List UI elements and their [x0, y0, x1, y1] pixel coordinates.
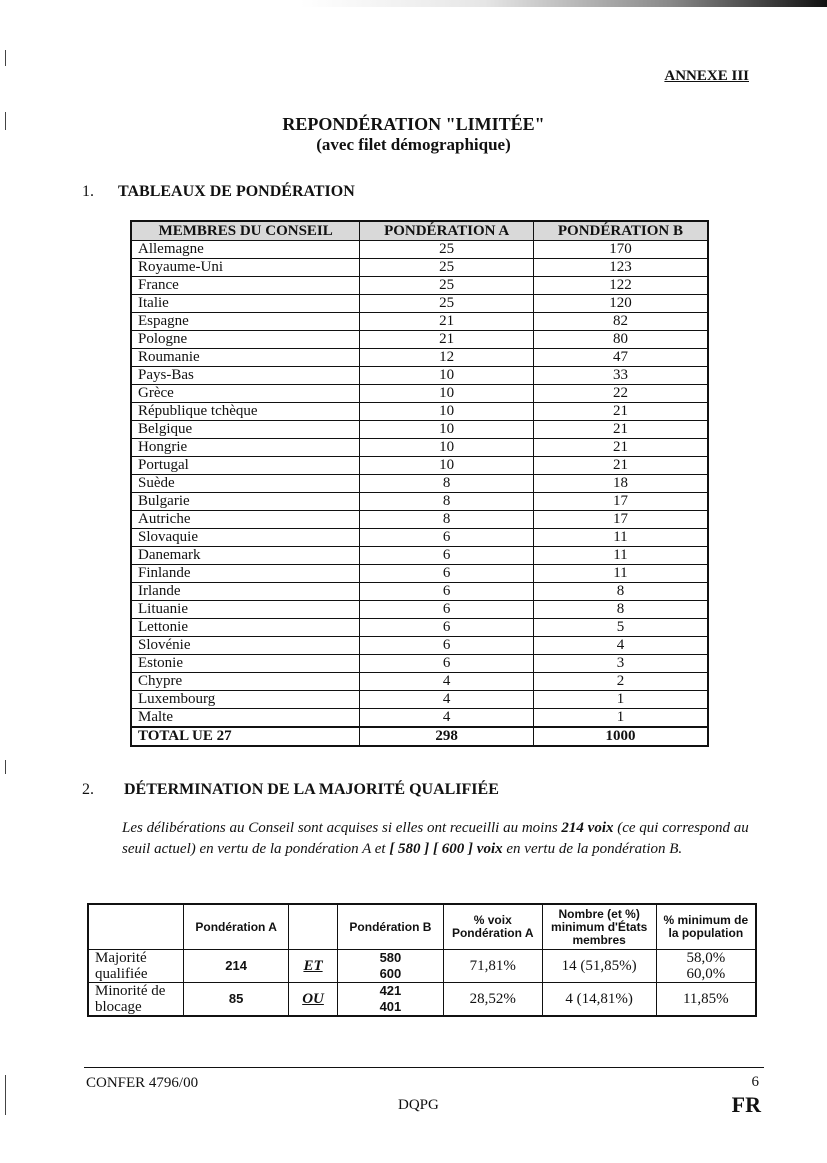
- cell-weighting-b: 11: [533, 547, 708, 565]
- cell-weighting-b: 170: [533, 241, 708, 259]
- table-row: [131, 349, 708, 367]
- cell-percent-votes-a: 28,52%: [443, 983, 542, 1017]
- cell-member: Slovénie: [131, 637, 360, 655]
- cell-member: France: [131, 277, 360, 295]
- cell-weighting-b: 4: [533, 637, 708, 655]
- cell-weighting-b: 11: [533, 565, 708, 583]
- table-row: [131, 565, 708, 583]
- cell-member: Roumanie: [131, 349, 360, 367]
- cell-member: Espagne: [131, 313, 360, 331]
- value-line: 580: [379, 950, 402, 965]
- table-row: [131, 421, 708, 439]
- cell-weighting-b: 8: [533, 583, 708, 601]
- language-code: FR: [731, 1092, 761, 1117]
- paragraph-text: (ce qui correspond au seuil actuel) en vertu de la pondération A et: [122, 820, 749, 857]
- paragraph-emphasis: [ 580 ] [ 600 ] voix: [389, 841, 503, 857]
- cell-member: Grèce: [131, 385, 360, 403]
- cell-weighting-a: 10: [360, 403, 534, 421]
- page-number: 6: [751, 1074, 759, 1090]
- weighting-table-body: [131, 241, 708, 747]
- cell-percent-votes-a: 71,81%: [443, 950, 542, 983]
- column-header-members: MEMBRES DU CONSEIL: [131, 221, 360, 241]
- cell-member: Malte: [131, 709, 360, 728]
- cell-member: Bulgarie: [131, 493, 360, 511]
- table-row: [131, 313, 708, 331]
- annex-label: ANNEXE III: [664, 68, 749, 84]
- cell-weighting-b: 1: [533, 691, 708, 709]
- document-title: REPONDÉRATION "LIMITÉE": [282, 114, 545, 134]
- total-cell-weighting-b: 1000: [533, 727, 708, 746]
- cell-weighting-a: 214: [184, 950, 289, 983]
- table-header-row: [88, 904, 756, 950]
- cell-weighting-a: 4: [360, 709, 534, 728]
- cell-weighting-b: 21: [533, 403, 708, 421]
- cell-min-population: [656, 950, 756, 983]
- row-label: Majorité qualifiée: [88, 950, 184, 983]
- table-header-row: [131, 221, 708, 241]
- cell-weighting-b: 22: [533, 385, 708, 403]
- cell-weighting-b: 120: [533, 295, 708, 313]
- header-min-population: % minimum de la population: [656, 904, 756, 950]
- cell-weighting-a: 25: [360, 241, 534, 259]
- cell-conjunction: ET: [289, 950, 338, 983]
- cell-weighting-a: 10: [360, 367, 534, 385]
- cell-min-population: 11,85%: [656, 983, 756, 1017]
- cell-weighting-b: 8: [533, 601, 708, 619]
- document-subtitle: (avec filet démographique): [316, 135, 511, 154]
- value-line: 58,0%: [686, 950, 726, 966]
- table-row: [131, 529, 708, 547]
- table-row: [131, 277, 708, 295]
- cell-weighting-a: 25: [360, 277, 534, 295]
- value-line: 421: [379, 983, 402, 998]
- table-row: [131, 457, 708, 475]
- table-row: [131, 691, 708, 709]
- cell-weighting-a: 6: [360, 655, 534, 673]
- row-label: Minorité de blocage: [88, 983, 184, 1017]
- column-header-weighting-a: PONDÉRATION A: [360, 221, 534, 241]
- cell-weighting-a: 6: [360, 529, 534, 547]
- value-line: 600: [379, 966, 402, 981]
- table-row: [131, 709, 708, 728]
- cell-weighting-a: 21: [360, 331, 534, 349]
- cell-weighting-a: 4: [360, 673, 534, 691]
- table-row: [131, 385, 708, 403]
- cell-weighting-b: 123: [533, 259, 708, 277]
- section-number: 2.: [82, 781, 94, 798]
- cell-weighting-b: 47: [533, 349, 708, 367]
- paragraph-emphasis: 214 voix: [561, 820, 614, 836]
- value-line: 401: [379, 999, 402, 1014]
- cell-weighting-b: 21: [533, 439, 708, 457]
- cell-weighting-a: 10: [360, 457, 534, 475]
- cell-weighting-b: 17: [533, 493, 708, 511]
- cell-weighting-a: 25: [360, 295, 534, 313]
- table-row: [131, 619, 708, 637]
- cell-member: Danemark: [131, 547, 360, 565]
- table-row: [131, 367, 708, 385]
- margin-mark: [5, 50, 6, 66]
- table-row: [131, 493, 708, 511]
- cell-member: Hongrie: [131, 439, 360, 457]
- cell-weighting-b: 17: [533, 511, 708, 529]
- table-row: [131, 403, 708, 421]
- paragraph-text: en vertu de la pondération B.: [502, 841, 683, 857]
- table-row-qualified-majority: [88, 950, 756, 983]
- table-row: [131, 241, 708, 259]
- total-cell-member: TOTAL UE 27: [131, 727, 360, 746]
- cell-weighting-b: 80: [533, 331, 708, 349]
- cell-member: Chypre: [131, 673, 360, 691]
- section-number: 1.: [82, 183, 94, 200]
- cell-weighting-a: 8: [360, 511, 534, 529]
- cell-weighting-b: [337, 950, 443, 983]
- cell-conjunction: OU: [289, 983, 338, 1017]
- cell-weighting-a: 10: [360, 421, 534, 439]
- cell-min-member-states: 14 (51,85%): [542, 950, 656, 983]
- table-row: [131, 331, 708, 349]
- header-weighting-b: Pondération B: [337, 904, 443, 950]
- table-row: [131, 673, 708, 691]
- table-row: [131, 547, 708, 565]
- section-title: DÉTERMINATION DE LA MAJORITÉ QUALIFIÉE: [124, 781, 499, 798]
- table-row: [131, 583, 708, 601]
- cell-weighting-a: 25: [360, 259, 534, 277]
- cell-weighting-a: 10: [360, 385, 534, 403]
- value-line: 60,0%: [686, 966, 726, 982]
- paragraph-text: Les délibérations au Conseil sont acquises si elles ont recueilli au moins: [122, 820, 562, 836]
- footer-center-code: DQPG: [398, 1097, 439, 1113]
- cell-weighting-a: 10: [360, 439, 534, 457]
- cell-member: Irlande: [131, 583, 360, 601]
- cell-weighting-a: 6: [360, 637, 534, 655]
- cell-weighting-a: 8: [360, 475, 534, 493]
- cell-weighting-b: 82: [533, 313, 708, 331]
- cell-member: Autriche: [131, 511, 360, 529]
- cell-weighting-a: 12: [360, 349, 534, 367]
- footer-rule: [84, 1067, 764, 1068]
- header-percent-votes-a: % voix Pondération A: [443, 904, 542, 950]
- cell-member: Portugal: [131, 457, 360, 475]
- qualified-majority-paragraph: [122, 818, 762, 860]
- cell-member: Royaume-Uni: [131, 259, 360, 277]
- cell-weighting-b: 11: [533, 529, 708, 547]
- cell-weighting-a: 6: [360, 619, 534, 637]
- margin-mark: [5, 1075, 6, 1115]
- table-total-row: [131, 727, 708, 746]
- cell-weighting-b: 3: [533, 655, 708, 673]
- cell-weighting-a: 21: [360, 313, 534, 331]
- table-row: [131, 637, 708, 655]
- margin-mark: [5, 760, 6, 774]
- cell-member: Lituanie: [131, 601, 360, 619]
- table-row: [131, 511, 708, 529]
- table-row: [131, 475, 708, 493]
- cell-weighting-a: 6: [360, 547, 534, 565]
- table-row: [131, 259, 708, 277]
- cell-member: République tchèque: [131, 403, 360, 421]
- header-empty: [289, 904, 338, 950]
- section-title: TABLEAUX DE PONDÉRATION: [118, 183, 355, 200]
- table-row: [131, 601, 708, 619]
- cell-weighting-b: 1: [533, 709, 708, 728]
- cell-weighting-a: 6: [360, 565, 534, 583]
- table-row-blocking-minority: [88, 983, 756, 1017]
- cell-weighting-b: 18: [533, 475, 708, 493]
- scan-top-edge: [300, 0, 827, 7]
- cell-member: Belgique: [131, 421, 360, 439]
- table-row: [131, 295, 708, 313]
- cell-weighting-b: 33: [533, 367, 708, 385]
- cell-member: Allemagne: [131, 241, 360, 259]
- cell-weighting-a: 8: [360, 493, 534, 511]
- header-weighting-a: Pondération A: [184, 904, 289, 950]
- cell-member: Suède: [131, 475, 360, 493]
- cell-member: Finlande: [131, 565, 360, 583]
- cell-member: Pays-Bas: [131, 367, 360, 385]
- cell-member: Estonie: [131, 655, 360, 673]
- cell-member: Pologne: [131, 331, 360, 349]
- cell-member: Lettonie: [131, 619, 360, 637]
- cell-weighting-b: 122: [533, 277, 708, 295]
- cell-weighting-b: 21: [533, 457, 708, 475]
- cell-weighting-b: 2: [533, 673, 708, 691]
- cell-weighting-a: 4: [360, 691, 534, 709]
- cell-member: Slovaquie: [131, 529, 360, 547]
- majority-table: [87, 903, 757, 1017]
- weighting-table: [130, 220, 709, 747]
- cell-min-member-states: 4 (14,81%): [542, 983, 656, 1017]
- cell-weighting-b: [337, 983, 443, 1017]
- column-header-weighting-b: PONDÉRATION B: [533, 221, 708, 241]
- table-row: [131, 439, 708, 457]
- cell-weighting-a: 85: [184, 983, 289, 1017]
- cell-member: Italie: [131, 295, 360, 313]
- header-min-member-states: Nombre (et %) minimum d'États membres: [542, 904, 656, 950]
- cell-member: Luxembourg: [131, 691, 360, 709]
- header-empty: [88, 904, 184, 950]
- cell-weighting-a: 6: [360, 601, 534, 619]
- footer-reference: CONFER 4796/00: [86, 1075, 199, 1091]
- cell-weighting-a: 6: [360, 583, 534, 601]
- total-cell-weighting-a: 298: [360, 727, 534, 746]
- table-row: [131, 655, 708, 673]
- cell-weighting-b: 5: [533, 619, 708, 637]
- cell-weighting-b: 21: [533, 421, 708, 439]
